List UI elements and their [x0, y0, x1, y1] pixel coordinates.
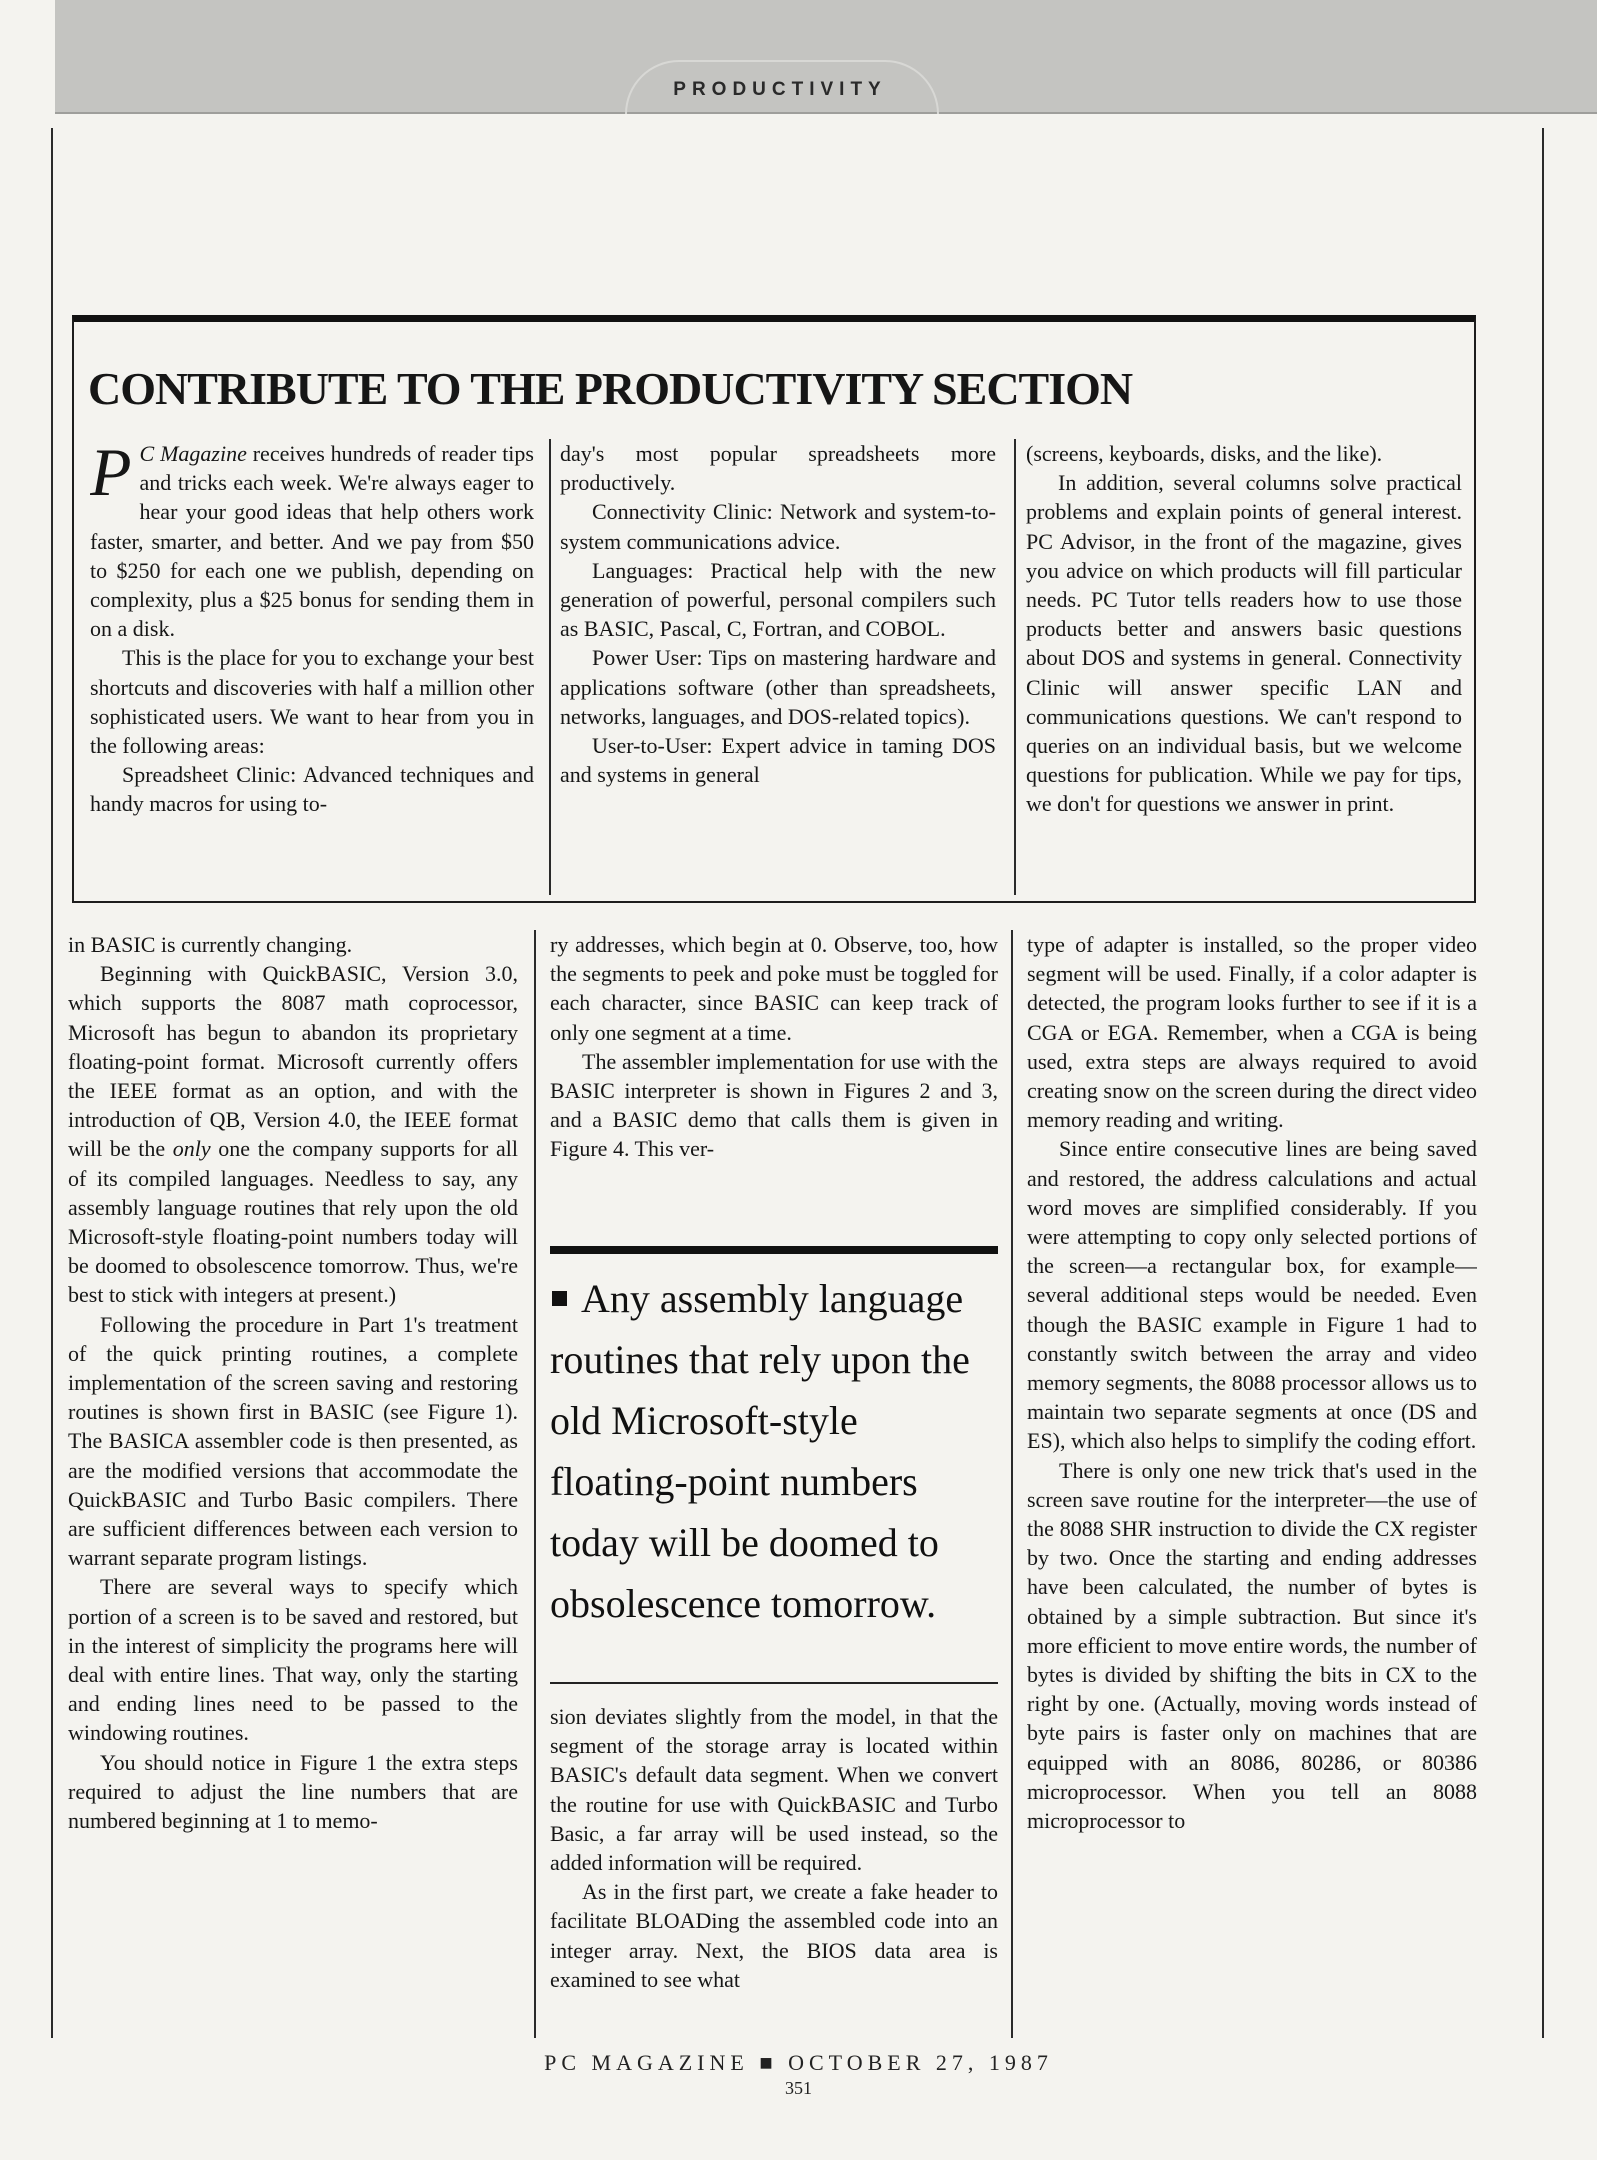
right-margin-rule — [1542, 128, 1544, 2038]
box-column-2 — [560, 439, 996, 899]
left-margin-rule — [51, 128, 53, 2038]
box-col1-paragraph-3: Spreadsheet Clinic: Advanced techniques and handy macros for using to- — [90, 762, 534, 817]
box-column-divider-1 — [549, 439, 551, 895]
box-col1-paragraph-2: This is the place for you to exchange your best shortcuts and discoveries with half a million other sophisticated users. We want to hear from you in the following areas: — [90, 645, 534, 759]
box-col2-paragraph-5: User-to-User: Expert advice in taming DOS and systems in general — [560, 733, 996, 788]
article-col1-paragraph-1: in BASIC is currently changing. — [68, 932, 353, 957]
drop-cap: P — [90, 439, 132, 510]
article-column-1 — [68, 930, 518, 2034]
box-column-divider-2 — [1014, 439, 1016, 895]
article-col1-paragraph-5: You should notice in Figure 1 the extra steps required to adjust the line numbers that are numbered beginning at 1 to memo- — [68, 1749, 518, 1834]
box-column-1 — [90, 439, 534, 899]
article-col3-paragraph-1: type of adapter is installed, so the proper video segment will be used. Finally, if a color adapter is detected, the program looks further to see if it is a CGA or EGA. Remember, when a CGA is being used, extra steps are always required to avoid creating snow on the screen during the direct video memory reading and writing. — [1027, 932, 1477, 1133]
magazine-name: C Magazine — [139, 441, 247, 466]
box-col2-paragraph-1: day's most popular spreadsheets more productively. — [560, 441, 996, 496]
emphasis-only: only — [172, 1136, 211, 1162]
article-col1-paragraph-2 — [68, 959, 518, 1309]
box-column-3 — [1026, 439, 1462, 899]
article-column-divider-2 — [1011, 930, 1013, 2038]
pullquote — [550, 1268, 1000, 1634]
article-column-2-bottom — [550, 1702, 998, 2034]
article-column-3 — [1027, 930, 1477, 2034]
article-col1-text-2b: one the company supports for all of its compiled languages. Needless to say, any assembly language routines that rely upon the old Microsoft-style floating-point numbers today will be doomed to obsolescence tomorrow. Thus, we're best to stick with integers at present.) — [68, 1136, 518, 1308]
article-column-divider-1 — [534, 930, 536, 2038]
article-col1-paragraph-3: Following the procedure in Part 1's treatment of the quick printing routines, a complete implementation of the screen saving and restoring routines is shown first in BASIC (see Figure 1). The BASICA assembler code is then presented, as are the modified versions that accommodate the QuickBASIC and Turbo Basic compilers. There are sufficient differences between each version to warrant separate program listings. — [68, 1311, 518, 1571]
box-col1-text-1: receives hundreds of reader tips and tricks each week. We're always eager to hear your good ideas that help others work faster, smarter, and better. And we pay from $50 to $250 for each one we publish, depending on complexity, plus a $25 bonus for sending them in on a disk. — [90, 441, 534, 642]
article-col3-paragraph-3: There is only one new trick that's used in the screen save routine for the interpreter—the use of the 8088 SHR instruction to divide the CX register by two. Once the starting and ending addresses have been calculated, the number of bytes is obtained by a simple subtraction. But since it's more efficient to move entire words, the number of bytes is divided by shifting the bits in CX to the right by one. (Actually, moving words instead of byte pairs is faster only on machines that are equipped with an 8086, 80286, or 80386 microprocessor. When you tell an 8088 microprocessor to — [1027, 1457, 1477, 1834]
article-col3-paragraph-2: Since entire consecutive lines are being saved and restored, the address calculations and actual word moves are simplified considerably. If you were attempting to copy only selected portions of the screen—a rectangular box, for example—several additional steps would be needed. Even though the BASIC example in Figure 1 had to constantly switch between the array and video memory segments, the 8088 processor allows us to maintain two separate segments at once (DS and ES), which also helps to simplify the coding effort. — [1027, 1136, 1477, 1454]
article-col2-paragraph-4: As in the first part, we create a fake header to facilitate BLOADing the assembled code into an integer array. Next, the BIOS data area is examined to see what — [550, 1879, 998, 1992]
pullquote-text: Any assembly language routines that rely upon the old Microsoft-style floating-point numbers today will be doomed to obsolescence tomorrow. — [550, 1276, 970, 1626]
section-label: PRODUCTIVITY — [673, 79, 887, 100]
box-title: CONTRIBUTE TO THE PRODUCTIVITY SECTION — [88, 363, 1133, 414]
footer-publication-line: PC MAGAZINE ■ OCTOBER 27, 1987 — [544, 2050, 1053, 2075]
box-col3-paragraph-2: In addition, several columns solve practical problems and explain points of general interest. PC Advisor, in the front of the magazine, gives you advice on which products will fill particular needs. PC Tutor tells readers how to use those products better and answers basic questions about DOS and systems in general. Connectivity Clinic will answer specific LAN and communications questions. We can't respond to queries on an individual basis, but we welcome questions for publication. While we pay for tips, we don't for questions we answer in print. — [1026, 470, 1462, 817]
page-number: 351 — [785, 2078, 812, 2098]
box-col3-paragraph-1: (screens, keyboards, disks, and the like). — [1026, 441, 1383, 466]
pullquote-bottom-rule — [550, 1682, 998, 1684]
box-col1-paragraph-1 — [90, 439, 534, 643]
box-col2-paragraph-3: Languages: Practical help with the new generation of powerful, personal compilers such as BASIC, Pascal, C, Fortran, and COBOL. — [560, 557, 996, 642]
article-col2-paragraph-3: sion deviates slightly from the model, in that the segment of the storage array is located within BASIC's default data segment. When we convert the routine for use with QuickBASIC and Turbo Basic, a far array will be used instead, so the added information will be required. — [550, 1704, 998, 1876]
bullet-square-icon — [552, 1291, 567, 1306]
article-col2-paragraph-1: ry addresses, which begin at 0. Observe, too, how the segments to peek and poke must be toggled for each character, since BASIC can keep track of only one segment at a time. — [550, 932, 998, 1045]
article-col2-paragraph-2: The assembler implementation for use with the BASIC interpreter is shown in Figures 2 and 3, and a BASIC demo that calls them is given in Figure 4. This ver- — [550, 1048, 998, 1162]
article-col1-text-2a: Beginning with QuickBASIC, Version 3.0, which supports the 8087 math coprocessor, Microsoft has begun to abandon its proprietary floating-point format. Microsoft currently offers the IEEE format as an option, and with the introduction of QB, Version 4.0, the IEEE format will be the — [68, 961, 518, 1162]
article-col1-paragraph-4: There are several ways to specify which portion of a screen is to be saved and restored, but in the interest of simplicity the programs here will deal with entire lines. That way, only the starting and ending lines need to be passed to the windowing routines. — [68, 1574, 518, 1746]
article-column-2-top — [550, 930, 998, 1230]
box-col2-paragraph-4: Power User: Tips on mastering hardware and applications software (other than spreadsheets, networks, languages, and DOS-related topics). — [560, 645, 996, 729]
contribute-box — [72, 315, 1476, 903]
box-col2-paragraph-2: Connectivity Clinic: Network and system-to-system communications advice. — [560, 499, 996, 554]
pullquote-top-rule — [550, 1246, 998, 1254]
